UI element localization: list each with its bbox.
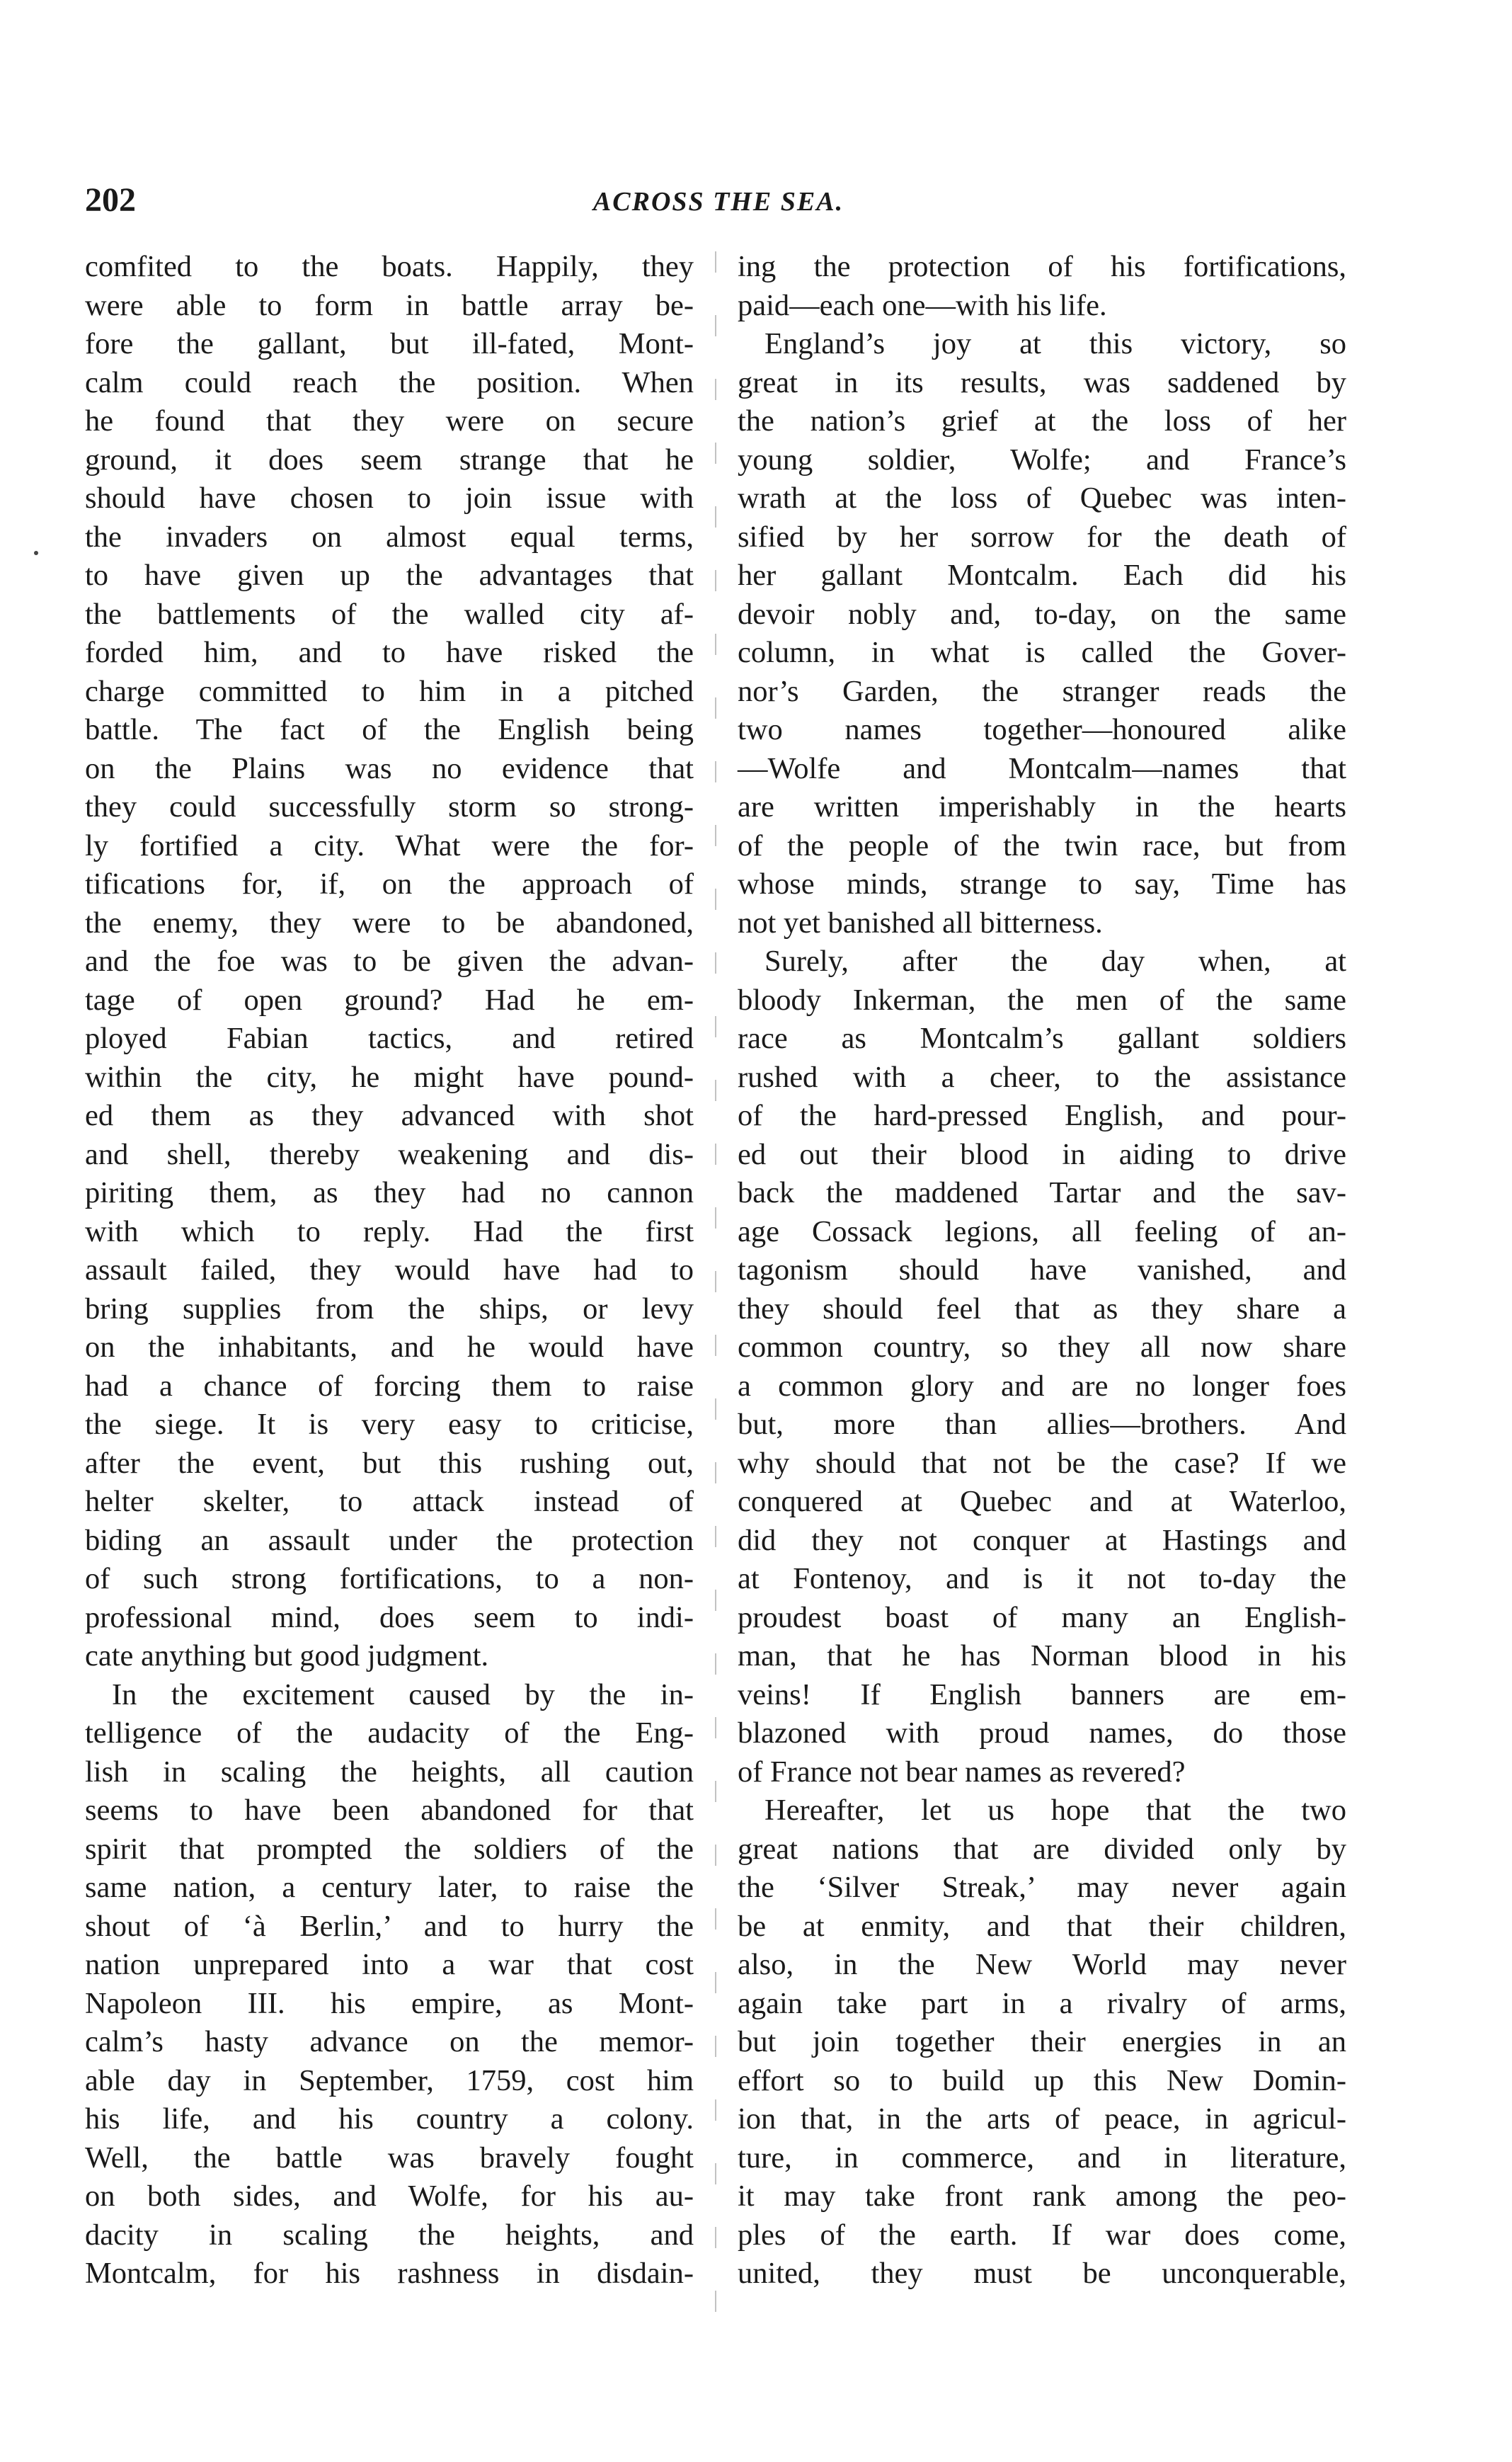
text-line: be at enmity, and that their children, [738,1909,1346,1943]
text-line: spirit that prompted the soldiers of the [85,1832,694,1866]
text-line: ture, in commerce, and in literature, [738,2141,1346,2175]
right-column [738,248,1346,2293]
text-line: lish in scaling the heights, all caution [85,1755,694,1789]
text-line: the battlements of the walled city af- [85,597,694,631]
text-line: back the maddened Tartar and the sav- [738,1176,1346,1209]
text-line: rushed with a cheer, to the assistance [738,1060,1346,1094]
text-line: conquered at Quebec and at Waterloo, [738,1485,1346,1518]
text-line: but join together their energies in an [738,2025,1346,2058]
text-line: able day in September, 1759, cost him [85,2063,694,2097]
text-line: battle. The fact of the English being [85,713,694,746]
text-line: effort so to build up this New Domin- [738,2063,1346,2097]
text-line: the ‘Silver Streak,’ may never again [738,1871,1346,1904]
text-line: the enemy, they were to be abandoned, [85,906,694,940]
text-line: whose minds, strange to say, Time has [738,867,1346,901]
text-line: —Wolfe and Montcalm—names that [738,751,1346,785]
text-line: dacity in scaling the heights, and [85,2218,694,2252]
text-line: proudest boast of many an English- [738,1600,1346,1634]
text-line: had a chance of forcing them to raise [85,1369,694,1403]
text-line: race as Montcalm’s gallant soldiers [738,1022,1346,1055]
text-line: united, they must be unconquerable, [738,2257,1346,2290]
text-line: cate anything but good judgment. [85,1639,489,1672]
running-head: ACROSS THE SEA. [592,187,844,217]
text-line: of such strong fortifications, to a non- [85,1562,694,1595]
text-line: of the people of the twin race, but from [738,828,1346,862]
text-line: his life, and his country a colony. [85,2102,694,2136]
column-gutter-rule [715,251,716,2326]
text-line: of France not bear names as revered? [738,1755,1186,1789]
text-line: they should feel that as they share a [738,1292,1346,1326]
text-line: should have chosen to join issue with [85,481,694,515]
text-line: tagonism should have vanished, and [738,1253,1346,1287]
text-line: also, in the New World may never [738,1948,1346,1981]
text-line: fore the gallant, but ill-fated, Mont- [85,327,694,360]
text-line: not yet banished all bitterness. [738,906,1103,940]
text-line: common country, so they all now share [738,1330,1346,1364]
text-line: column, in what is called the Gover- [738,636,1346,669]
text-line: nation unprepared into a war that cost [85,1948,694,1981]
text-line: why should that not be the case? If we [738,1446,1346,1480]
text-line: sified by her sorrow for the death of [738,520,1346,554]
text-line: great in its results, was saddened by [738,365,1346,399]
text-line: ed them as they advanced with shot [85,1099,694,1132]
text-line: tage of open ground? Had he em- [85,983,694,1017]
text-line: within the city, he might have pound- [85,1060,694,1094]
text-line: veins! If English banners are em- [738,1677,1346,1711]
text-line: on the Plains was no evidence that [85,751,694,785]
text-line: it may take front rank among the peo- [738,2179,1346,2213]
text-line: with which to reply. Had the first [85,1214,694,1248]
text-line: he found that they were on secure [85,404,694,438]
text-line: same nation, a century later, to raise the [85,1871,694,1904]
text-line: ples of the earth. If war does come, [738,2218,1346,2252]
text-line: Napoleon III. his empire, as Mont- [85,1986,694,2020]
text-line: devoir nobly and, to-day, on the same [738,597,1346,631]
text-line: forded him, and to have risked the [85,636,694,669]
text-line: the invaders on almost equal terms, [85,520,694,554]
text-line: In the excitement caused by the in- [112,1677,694,1711]
text-line: calm could reach the position. When [85,365,694,399]
text-line: biding an assault under the protection [85,1523,694,1557]
text-line: of the hard-pressed English, and pour- [738,1099,1346,1132]
text-line: were able to form in battle array be- [85,288,694,322]
text-line: young soldier, Wolfe; and France’s [738,443,1346,477]
text-line: blazoned with proud names, do those [738,1716,1346,1750]
text-line: man, that he has Norman blood in his [738,1639,1346,1672]
text-line: helter skelter, to attack instead of [85,1485,694,1518]
text-line: tifications for, if, on the approach of [85,867,694,901]
text-line: Well, the battle was bravely fought [85,2141,694,2175]
page-number: 202 [85,181,136,219]
text-line: Hereafter, let us hope that the two [764,1794,1346,1827]
page-header [85,181,1352,230]
text-line: the nation’s grief at the loss of her [738,404,1346,438]
text-line: calm’s hasty advance on the memor- [85,2025,694,2058]
text-line: Montcalm, for his rashness in disdain- [85,2257,694,2290]
text-line: on both sides, and Wolfe, for his au- [85,2179,694,2213]
text-line: seems to have been abandoned for that [85,1794,694,1827]
text-line: great nations that are divided only by [738,1832,1346,1866]
text-line: England’s joy at this victory, so [764,327,1346,360]
margin-mark [34,551,38,555]
text-line: ed out their blood in aiding to drive [738,1137,1346,1171]
text-line: are written imperishably in the hearts [738,790,1346,823]
text-line: paid—each one—with his life. [738,288,1107,322]
text-line: two names together—honoured alike [738,713,1346,746]
text-line: age Cossack legions, all feeling of an- [738,1214,1346,1248]
text-line: the siege. It is very easy to criticise, [85,1408,694,1441]
text-line: nor’s Garden, the stranger reads the [738,674,1346,708]
text-line: bloody Inkerman, the men of the same [738,983,1346,1017]
text-line: ion that, in the arts of peace, in agricul- [738,2102,1346,2136]
text-line: ing the protection of his fortifications, [738,250,1346,283]
text-line: ly fortified a city. What were the for- [85,828,694,862]
text-line: they could successfully storm so strong- [85,790,694,823]
text-line: wrath at the loss of Quebec was inten- [738,481,1346,515]
text-line: after the event, but this rushing out, [85,1446,694,1480]
text-line: at Fontenoy, and is it not to-day the [738,1562,1346,1595]
text-line: assault failed, they would have had to [85,1253,694,1287]
text-line: did they not conquer at Hastings and [738,1523,1346,1557]
text-line: her gallant Montcalm. Each did his [738,559,1346,592]
text-line: and shell, thereby weakening and dis- [85,1137,694,1171]
text-line: again take part in a rivalry of arms, [738,1986,1346,2020]
text-line: a common glory and are no longer foes [738,1369,1346,1403]
text-line: on the inhabitants, and he would have [85,1330,694,1364]
text-line: and the foe was to be given the advan- [85,945,694,978]
text-line: piriting them, as they had no cannon [85,1176,694,1209]
text-line: telligence of the audacity of the Eng- [85,1716,694,1750]
text-line: professional mind, does seem to indi- [85,1600,694,1634]
text-line: comfited to the boats. Happily, they [85,250,694,283]
text-line: ployed Fabian tactics, and retired [85,1022,694,1055]
text-line: to have given up the advantages that [85,559,694,592]
text-line: charge committed to him in a pitched [85,674,694,708]
text-line: ground, it does seem strange that he [85,443,694,477]
text-line: Surely, after the day when, at [764,945,1346,978]
text-line: but, more than allies—brothers. And [738,1408,1346,1441]
text-line: bring supplies from the ships, or levy [85,1292,694,1326]
left-column [85,248,694,2293]
text-line: shout of ‘à Berlin,’ and to hurry the [85,1909,694,1943]
